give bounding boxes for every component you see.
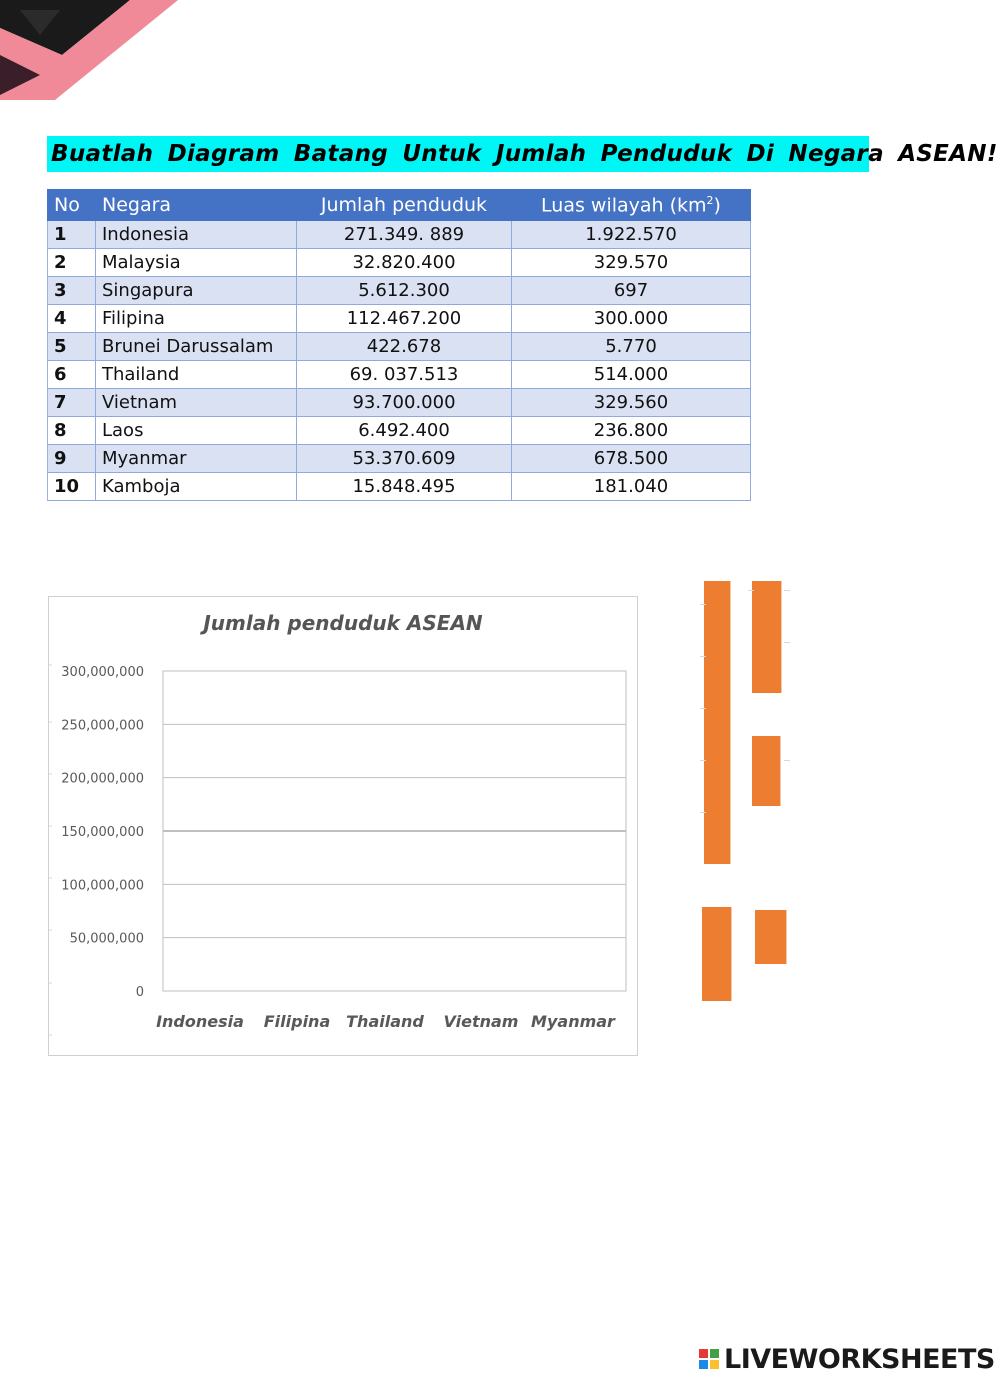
row-area: 300.000: [512, 305, 751, 333]
draggable-bar[interactable]: [702, 907, 731, 1001]
row-number: 9: [48, 445, 96, 473]
population-table: [47, 189, 751, 501]
chart-title: Jumlah penduduk ASEAN: [203, 611, 483, 635]
table-row: [48, 389, 751, 417]
logo-square: [698, 1359, 709, 1370]
row-area: 236.800: [512, 417, 751, 445]
x-category-label: Myanmar: [531, 1012, 615, 1031]
draggable-bar[interactable]: [752, 581, 781, 693]
header-population: Jumlah penduduk: [297, 190, 512, 221]
row-population: 69. 037.513: [297, 361, 512, 389]
bar-guide-tick: [784, 642, 790, 643]
table-row: [48, 305, 751, 333]
table-row: [48, 445, 751, 473]
row-country: Filipina: [96, 305, 297, 333]
draggable-bar[interactable]: [752, 736, 780, 806]
x-category-label: Vietnam: [443, 1012, 519, 1031]
row-area: 329.570: [512, 249, 751, 277]
logo-square: [709, 1359, 720, 1370]
row-population: 271.349. 889: [297, 221, 512, 249]
bar-guide-tick: [784, 760, 790, 761]
row-country: Myanmar: [96, 445, 297, 473]
row-number: 10: [48, 473, 96, 501]
row-number: 2: [48, 249, 96, 277]
row-country: Thailand: [96, 361, 297, 389]
table-row: [48, 333, 751, 361]
bar-guide-tick: [700, 656, 706, 657]
row-country: Singapura: [96, 277, 297, 305]
row-number: 7: [48, 389, 96, 417]
table-row: [48, 417, 751, 445]
row-country: Vietnam: [96, 389, 297, 417]
row-number: 1: [48, 221, 96, 249]
row-area: 678.500: [512, 445, 751, 473]
bar-chart-area: [48, 596, 638, 1056]
table-row: [48, 277, 751, 305]
logo-square: [698, 1348, 709, 1359]
bar-guide-tick: [700, 604, 706, 605]
row-country: Brunei Darussalam: [96, 333, 297, 361]
brand-name: LIVEWORKSHEETS: [724, 1343, 995, 1375]
row-population: 15.848.495: [297, 473, 512, 501]
row-area: 5.770: [512, 333, 751, 361]
logo-square: [709, 1348, 720, 1359]
row-country: Indonesia: [96, 221, 297, 249]
header-area-text: Luas wilayah (km: [541, 194, 707, 217]
corner-decoration: [0, 0, 200, 100]
row-country: Laos: [96, 417, 297, 445]
row-population: 422.678: [297, 333, 512, 361]
row-number: 3: [48, 277, 96, 305]
header-area-close: ): [713, 194, 721, 217]
liveworksheets-logo-icon: [698, 1348, 720, 1370]
bar-guide-tick: [700, 708, 706, 709]
y-tick-label: 0: [135, 985, 144, 1000]
draggable-bar[interactable]: [755, 910, 786, 964]
table-row: [48, 473, 751, 501]
row-population: 53.370.609: [297, 445, 512, 473]
row-number: 4: [48, 305, 96, 333]
row-area: 181.040: [512, 473, 751, 501]
row-area: 697: [512, 277, 751, 305]
row-population: 6.492.400: [297, 417, 512, 445]
header-area: [512, 190, 751, 221]
chart-svg: [49, 597, 637, 1055]
y-tick-label: 250,000,000: [61, 718, 144, 734]
table-row: [48, 221, 751, 249]
bar-guide-tick: [700, 760, 706, 761]
row-country: Kamboja: [96, 473, 297, 501]
x-category-label: Indonesia: [156, 1012, 244, 1031]
y-tick-label: 150,000,000: [61, 825, 144, 840]
row-area: 329.560: [512, 389, 751, 417]
table-row: [48, 361, 751, 389]
table-header-row: [48, 190, 751, 221]
header-no: No: [48, 190, 96, 221]
bar-guide-tick: [748, 590, 754, 591]
x-category-label: Filipina: [263, 1012, 331, 1031]
y-tick-label: 50,000,000: [69, 931, 144, 947]
row-number: 6: [48, 361, 96, 389]
row-area: 1.922.570: [512, 221, 751, 249]
row-area: 514.000: [512, 361, 751, 389]
brand-footer: [698, 1344, 995, 1374]
worksheet-title: Buatlah Diagram Batang Untuk Jumlah Penduduk Di Negara ASEAN!: [51, 141, 998, 167]
worksheet-title-bar: [47, 136, 998, 172]
draggable-bar[interactable]: [704, 581, 730, 864]
header-area-sup: 2: [706, 193, 714, 207]
row-population: 93.700.000: [297, 389, 512, 417]
row-population: 5.612.300: [297, 277, 512, 305]
x-category-label: Thailand: [346, 1012, 424, 1031]
table-row: [48, 249, 751, 277]
row-number: 8: [48, 417, 96, 445]
row-country: Malaysia: [96, 249, 297, 277]
header-country: Negara: [96, 190, 297, 221]
y-tick-label: 100,000,000: [61, 878, 144, 894]
row-number: 5: [48, 333, 96, 361]
bar-guide-tick: [784, 590, 790, 591]
bar-guide-tick: [700, 812, 706, 813]
row-population: 32.820.400: [297, 249, 512, 277]
y-tick-label: 300,000,000: [61, 665, 144, 680]
row-population: 112.467.200: [297, 305, 512, 333]
y-tick-label: 200,000,000: [61, 771, 144, 787]
